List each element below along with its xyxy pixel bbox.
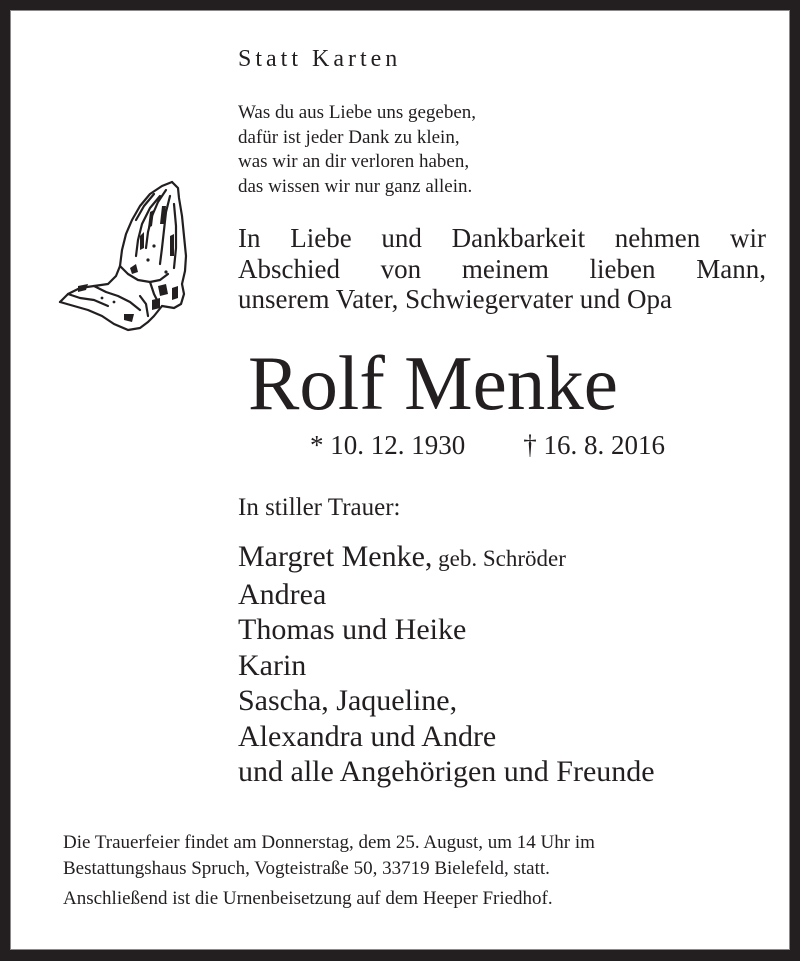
intro-word: lieben: [589, 253, 656, 284]
praying-hands-icon: [54, 176, 196, 336]
service-info-line: Bestattungshaus Spruch, Vogteistraße 50, 33719 Bielefeld, statt.: [63, 858, 550, 879]
mourning-label: In stiller Trauer:: [238, 494, 401, 521]
mourner: Andrea: [238, 577, 327, 611]
intro-word: Liebe: [290, 223, 352, 253]
poem: [238, 101, 476, 199]
mourner: Karin: [238, 648, 307, 682]
intro-word: meinem: [461, 253, 549, 284]
mourner: Alexandra und Andre: [238, 719, 497, 753]
intro-word: von: [380, 253, 422, 284]
intro-text: [238, 223, 766, 315]
deceased-name: Rolf Menke: [248, 340, 618, 426]
spouse-name: Margret Menke,: [238, 540, 433, 573]
life-dates: [310, 430, 665, 461]
intro-word: Abschied: [238, 253, 340, 284]
obituary-notice: [10, 10, 790, 950]
intro-line-3: unserem Vater, Schwiegervater und Opa: [238, 284, 673, 314]
intro-line-1: [238, 223, 766, 254]
mourners-list: [238, 539, 655, 790]
birth-date: * 10. 12. 1930: [310, 430, 466, 460]
intro-word: In: [238, 223, 261, 253]
intro-word: und: [381, 223, 422, 253]
poem-line: was wir an dir verloren haben,: [238, 151, 470, 172]
intro-word: nehmen: [614, 223, 701, 253]
service-info: [63, 830, 595, 912]
poem-line: Was du aus Liebe uns gegeben,: [238, 102, 477, 123]
mourner-spouse: [238, 539, 655, 577]
mourner: Thomas und Heike: [238, 613, 467, 646]
intro-word: Dankbarkeit: [451, 223, 586, 253]
poem-line: das wissen wir nur ganz allein.: [238, 175, 473, 197]
heading-statt-karten: Statt Karten: [238, 46, 402, 72]
intro-word: wir: [730, 223, 766, 253]
intro-line-2: [238, 254, 766, 285]
intro-word: Mann,: [696, 253, 766, 284]
mourner: und alle Angehörigen und Freunde: [238, 755, 655, 788]
death-date: † 16. 8. 2016: [523, 430, 665, 460]
service-info-line: Die Trauerfeier findet am Donnerstag, dem 25. August, um 14 Uhr im: [63, 832, 595, 853]
burial-info-line: Anschließend ist die Urnenbeisetzung auf dem Heeper Friedhof.: [63, 888, 553, 909]
mourner: Sascha, Jaqueline,: [238, 684, 458, 717]
poem-line: dafür ist jeder Dank zu klein,: [238, 126, 460, 148]
spouse-maiden-name: geb. Schröder: [432, 546, 566, 571]
